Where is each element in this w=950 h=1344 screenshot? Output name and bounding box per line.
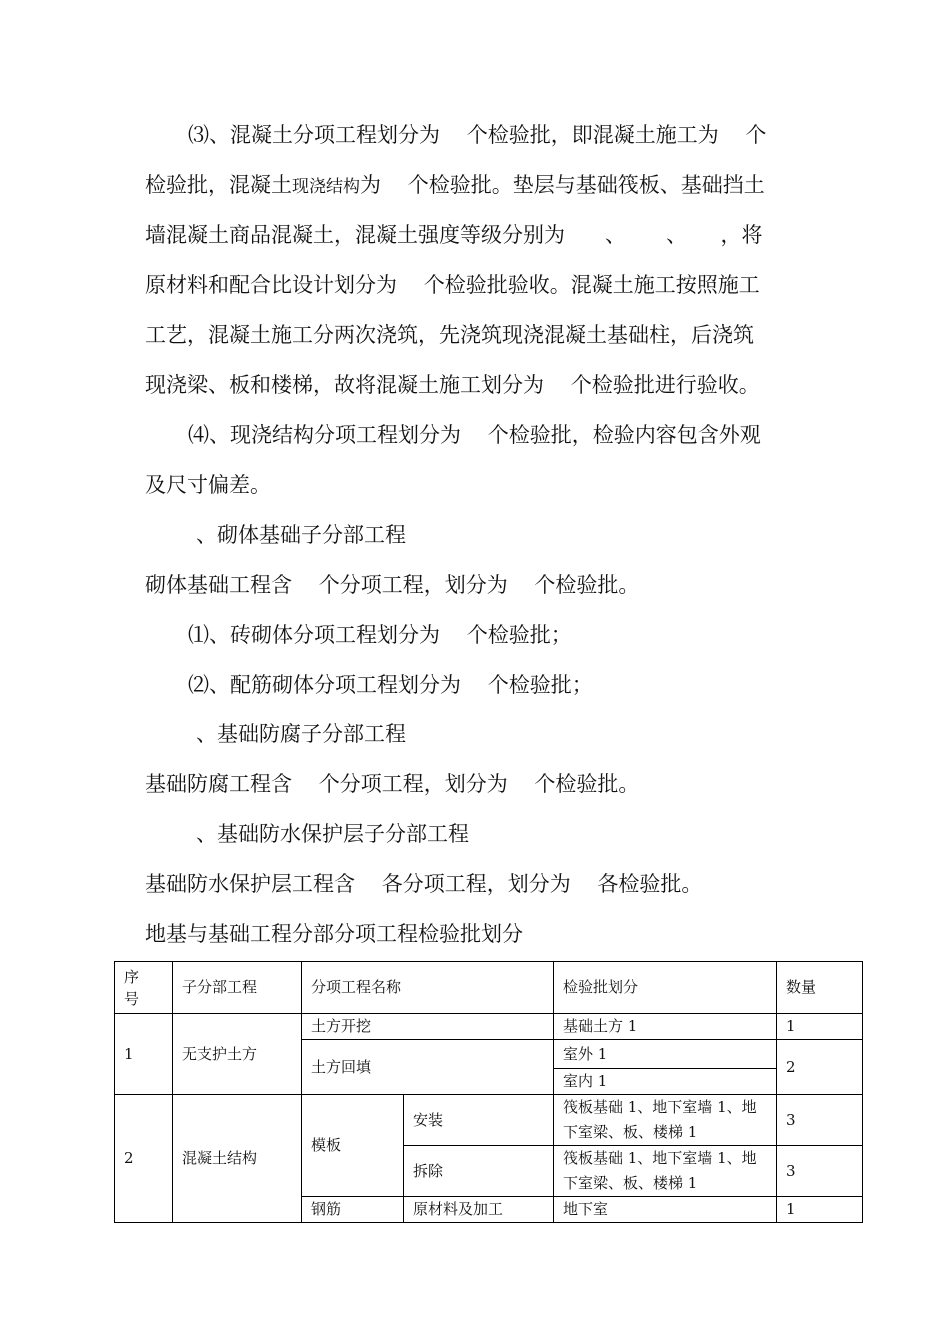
cell-qty: 2 [777,1040,863,1095]
cell-batch: 地下室 [554,1197,777,1223]
header-qty: 数量 [777,962,863,1014]
cell-sub-item: 拆除 [404,1146,554,1197]
cell-batch: 基础土方 1 [554,1014,777,1040]
cell-batch: 筏板基础 1、地下室墙 1、地下室梁、板、楼梯 1 [554,1146,777,1197]
table-row [115,1014,863,1040]
cell-qty: 1 [777,1014,863,1040]
paragraph-line: 基础防腐工程含 个分项工程，划分为 个检验批。 [145,772,640,796]
cell-batch: 室内 1 [554,1069,777,1095]
paragraph-text: 为 个检验批。垫层与基础筏板、基础挡土 [360,173,765,197]
header-item-name: 分项工程名称 [302,962,554,1014]
section-heading: 、基础防水保护层子分部工程 [196,822,469,846]
section-heading: 、砌体基础子分部工程 [196,523,406,547]
cell-qty: 1 [777,1197,863,1223]
inspection-batch-table [114,961,863,1223]
paragraph-line: ⑵、配筋砌体分项工程划分为 个检验批； [188,673,593,697]
paragraph-line: ⑶、混凝土分项工程划分为 个检验批，即混凝土施工为 个 [188,123,767,147]
cell-item-name: 钢筋 [302,1197,404,1223]
header-no: 序 号 [115,962,173,1014]
section-heading: 、基础防腐子分部工程 [196,722,406,746]
paragraph-line: 基础防水保护层工程含 各分项工程，划分为 各检验批。 [145,872,703,896]
cell-qty: 3 [777,1095,863,1146]
paragraph-line: 墙混凝土商品混凝土，混凝土强度等级分别为 、 、 ，将 [145,223,763,247]
paragraph-line: 原材料和配合比设计划分为 个检验批验收。混凝土施工按照施工 [145,273,760,297]
cell-sub-division: 混凝土结构 [173,1095,302,1223]
table-title: 地基与基础工程分部分项工程检验批划分 [145,922,523,946]
paragraph-line: 砌体基础工程含 个分项工程，划分为 个检验批。 [145,573,640,597]
paragraph-line: 现浇梁、板和楼梯，故将混凝土施工划分为 个检验批进行验收。 [145,373,760,397]
cell-item-name: 模板 [302,1095,404,1197]
header-batch: 检验批划分 [554,962,777,1014]
cell-no: 1 [115,1014,173,1095]
paragraph-line [145,171,765,201]
paragraph-text: 检验批，混凝土 [145,173,292,197]
cell-sub-item: 原材料及加工 [404,1197,554,1223]
paragraph-line: 及尺寸偏差。 [145,473,271,497]
cell-item-name: 土方回填 [302,1040,554,1095]
paragraph-line: ⑴、砖砌体分项工程划分为 个检验批； [188,623,572,647]
table-header-row [115,962,863,1014]
cell-no: 2 [115,1095,173,1223]
cell-qty: 3 [777,1146,863,1197]
table-row [115,1095,863,1146]
cell-sub-division: 无支护土方 [173,1014,302,1095]
header-sub-division: 子分部工程 [173,962,302,1014]
inline-small-text: 现浇结构 [292,177,360,197]
cell-batch: 筏板基础 1、地下室墙 1、地下室梁、板、楼梯 1 [554,1095,777,1146]
paragraph-line: 工艺，混凝土施工分两次浇筑，先浇筑现浇混凝土基础柱，后浇筑 [145,323,754,347]
cell-sub-item: 安装 [404,1095,554,1146]
cell-item-name: 土方开挖 [302,1014,554,1040]
paragraph-line: ⑷、现浇结构分项工程划分为 个检验批，检验内容包含外观 [188,423,761,447]
cell-batch: 室外 1 [554,1040,777,1069]
